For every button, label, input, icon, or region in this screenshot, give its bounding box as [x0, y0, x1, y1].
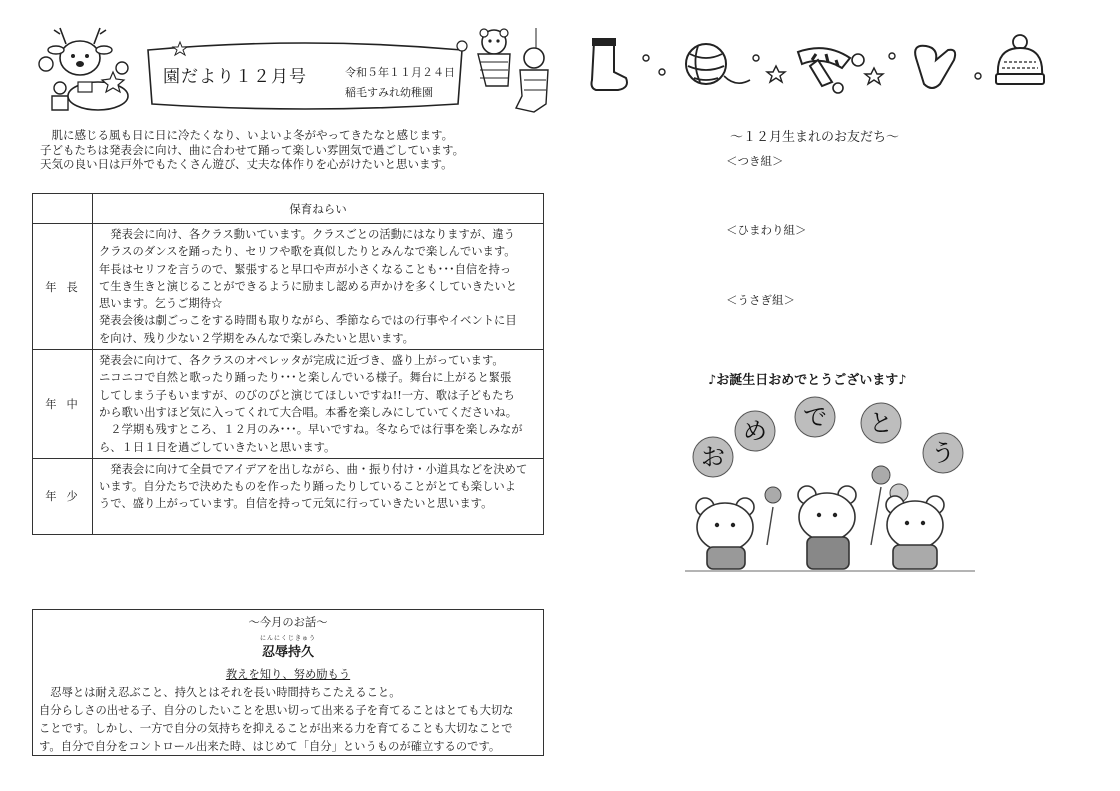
balloon-char: め — [743, 417, 767, 445]
goals-header: 保育ねらい — [93, 194, 544, 224]
bear-icon — [798, 486, 856, 569]
omedetou-bears-illustration — [685, 395, 975, 579]
story-heading: ～今月のお話～ — [248, 616, 328, 629]
balloon-char: う — [931, 439, 955, 467]
balloon-char: と — [869, 409, 893, 437]
table-row — [33, 224, 544, 350]
balloon-char: で — [803, 403, 827, 431]
goals-middle — [93, 350, 544, 459]
story-subtitle: 教えを知り、努め励もう — [225, 668, 351, 681]
story-line: 自分らしさの出せる子、自分のしたいことを思い切って出来る子を育てることはとても大切な — [39, 704, 514, 717]
grade-header-cell — [33, 194, 93, 224]
scarf-icon — [798, 48, 864, 93]
class-label-tsuki: ＜つき組＞ — [726, 154, 784, 168]
grade-label-middle: 年中 — [33, 350, 93, 459]
bear-icon — [696, 498, 754, 569]
balloon-char: お — [701, 443, 725, 471]
goal-line: 発表会に向けて全員でアイデアを出しながら、曲・振り付け・小道具などを決めて — [99, 462, 528, 476]
story-line: 忍辱とは耐え忍ぶこと、持久とはそれを長い時間持ちこたえること。 — [39, 686, 401, 699]
goal-line: してしまう子もいますが、のびのびと演じてほしいですね!!一方、歌は子どもたち — [99, 388, 515, 402]
goal-line: 発表会に向け、各クラス動いています。クラスごとの活動にはなりますが、違う — [99, 228, 515, 241]
grade-label-senior: 年長 — [33, 224, 93, 350]
goal-line: 発表会に向けて、各クラスのオペレッタが完成に近づき、盛り上がっています。 — [99, 354, 504, 368]
story-title-ruby: にんにくじきゅう — [259, 635, 316, 642]
nursery-goals-table — [32, 193, 544, 535]
christmas-stocking-illustration — [450, 28, 560, 122]
goal-line: ら、１日１日を過ごしていきたいと思います。 — [99, 440, 336, 454]
monthly-story-box — [32, 609, 544, 756]
flower-balloon-icon — [693, 397, 963, 477]
story-body — [33, 682, 543, 756]
table-header-row — [33, 194, 544, 224]
intro-line: 肌に感じる風も日に日に冷たくなり、いよいよ冬がやってきたなと感じます。 — [40, 128, 454, 142]
goal-line: クラスのダンスを踊ったり、セリフや歌を真似したりとみんなで楽しんでいます。 — [99, 245, 516, 259]
intro-line: 天気の良い日は戸外でもたくさん遊び、丈夫な体作りを心がけたいと思います。 — [40, 157, 453, 171]
goal-line: 発表会後は劇ごっこをする時間も取りながら、季節ならではの行事やイベントに目 — [99, 314, 517, 328]
table-row — [33, 350, 544, 459]
goal-line: ２学期も残すところ、１２月のみ･･･。早いですね。冬ならでは行事を楽しみなが — [99, 423, 523, 437]
birthday-section-title: ～１２月生まれのお友だち～ — [730, 130, 900, 145]
class-label-himawari: ＜ひまわり組＞ — [726, 223, 807, 237]
goal-line: 年長はセリフを言うので、緊張すると早口や声が小さくなることも･･･自信を持っ — [99, 262, 512, 276]
goal-line: うで、盛り上がっています。自信を持って元気に行っていきたいと思います。 — [99, 497, 493, 511]
goal-line: 思います。乞うご期待☆ — [99, 297, 223, 311]
school-name: 稲毛すみれ幼稚園 — [345, 86, 433, 99]
intro-line: 子どもたちは発表会に向け、曲に合わせて踊って楽しい雰囲気で過ごしています。 — [40, 142, 465, 157]
yarn-ball-icon — [686, 44, 750, 84]
story-line: ことです。しかし、一方で自分の気持ちを抑えることが出来る力を育てることも大切なことで — [39, 722, 513, 735]
birthday-congratulations: ♪お誕生日おめでとうございます♪ — [708, 373, 907, 388]
goals-junior — [93, 458, 544, 534]
newsletter-banner — [140, 40, 470, 112]
story-line: す。自分で自分をコントロール出来た時、はじめて「自分」というものが確立するのです。 — [39, 740, 501, 753]
intro-text — [40, 128, 540, 172]
story-title: 忍辱持久 — [261, 645, 314, 660]
goal-line: を向け、残り少ない２学期をみんなで楽しみたいと思います。 — [99, 331, 414, 345]
newsletter-title: 園だより１２月号 — [163, 67, 307, 87]
grade-label-junior: 年少 — [33, 458, 93, 534]
issue-date: 令和５年１１月２４日 — [345, 66, 455, 79]
knit-hat-icon — [996, 35, 1044, 84]
goal-line: います。自分たちで決めたものを作ったり踊ったりしていることがとても楽しいよ — [99, 480, 516, 494]
goal-line: て生き生きと演じることができるように励まし認める声かけを多くしていきたいと — [99, 279, 517, 293]
table-row — [33, 458, 544, 534]
goal-line: から歌い出すほど気に入ってくれて大合唱。本番を楽しみにしていてくださいね。 — [99, 405, 517, 419]
reindeer-snowman-illustration — [38, 24, 148, 120]
class-label-usagi: ＜うさぎ組＞ — [726, 293, 795, 307]
winter-items-border — [586, 32, 1056, 102]
goals-senior — [93, 224, 544, 350]
sock-icon — [592, 38, 628, 90]
mitten-icon — [915, 46, 955, 88]
bear-icon — [886, 496, 944, 569]
goal-line: ニコニコで自然と歌ったり踊ったり･･･と楽しんでいる様子。舞台に上がると緊張 — [99, 371, 512, 385]
